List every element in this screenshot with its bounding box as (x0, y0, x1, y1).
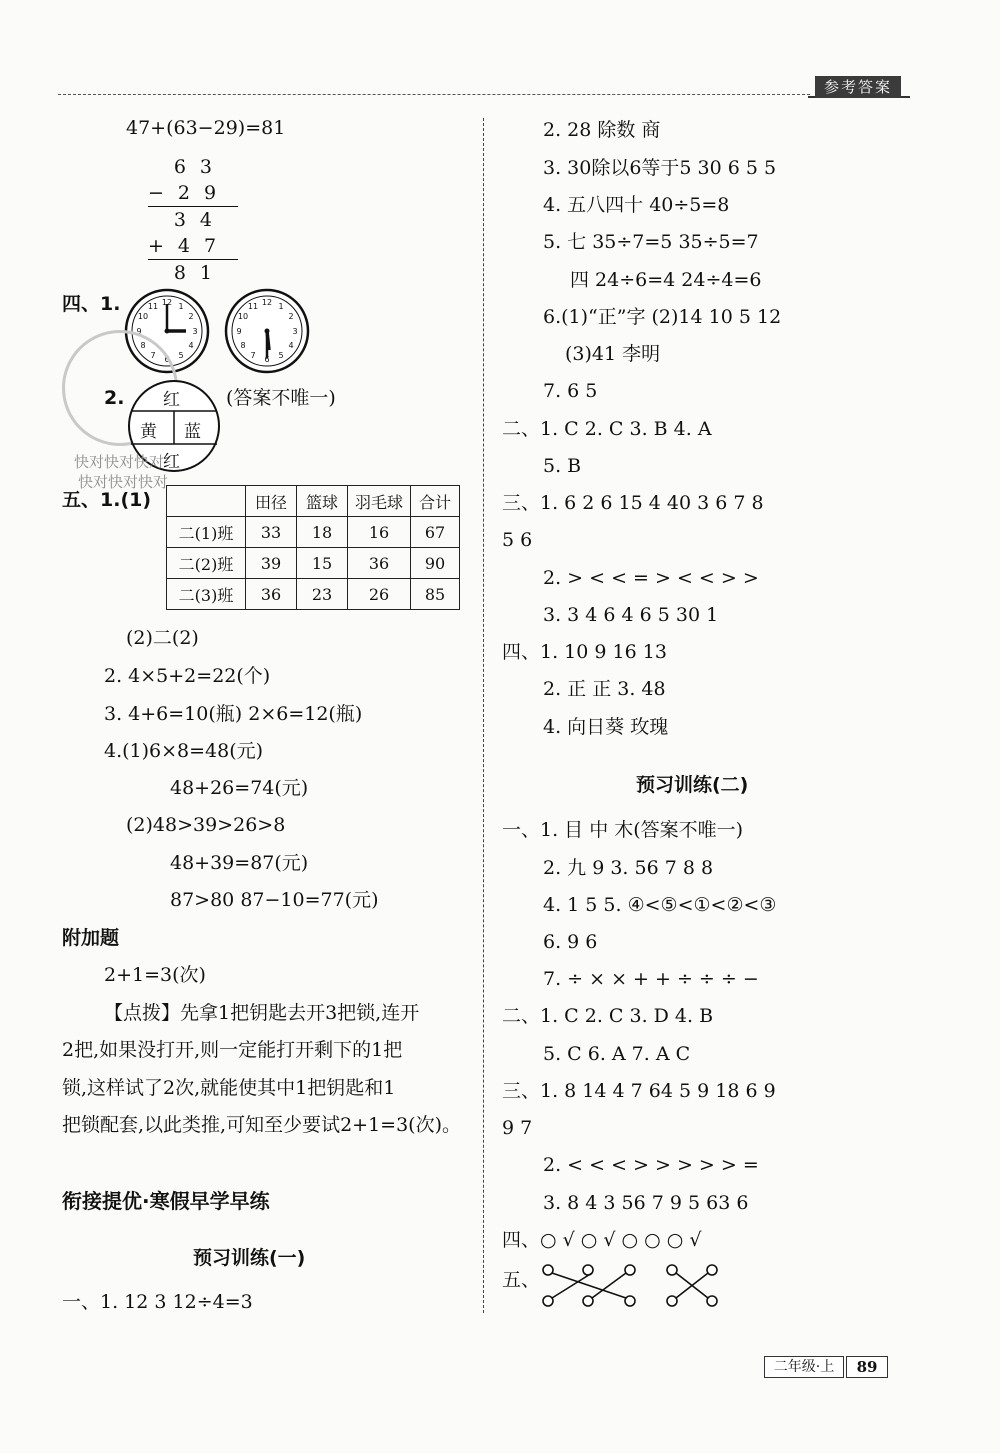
extra-question-equation: 2+1=3(次) (104, 964, 206, 986)
answer-line: 7. ÷ × × + + ÷ ÷ ÷ − (543, 968, 759, 990)
answer-line: 3. 3 4 6 4 6 5 30 1 (543, 604, 719, 626)
svg-text:8: 8 (240, 341, 246, 350)
svg-text:10: 10 (137, 312, 149, 321)
svg-text:11: 11 (247, 302, 259, 311)
svg-text:1: 1 (178, 302, 184, 311)
calc-row: −29 (148, 182, 231, 204)
table-cell: 16 (348, 517, 411, 548)
svg-text:7: 7 (250, 351, 256, 360)
answer-line: 7. 6 5 (543, 380, 598, 402)
pie-left-label: 黄 (140, 422, 157, 442)
answer-line: 4. 1 5 5. ④<⑤<①<②<③ (543, 894, 777, 916)
table-cell: 36 (246, 579, 297, 610)
table-cell: 二(3)班 (167, 579, 246, 610)
answer-line: 2. 正 正 3. 48 (543, 678, 666, 700)
answer-line: 一、1. 12 3 12÷4=3 (62, 1291, 253, 1313)
clock-half-past-six-icon (224, 288, 310, 374)
calc-row: +47 (148, 235, 231, 257)
svg-text:7: 7 (150, 351, 156, 360)
svg-text:9: 9 (236, 327, 242, 336)
answer-line: 四、○ √ ○ √ ○ ○ ○ √ (502, 1229, 702, 1251)
svg-text:1: 1 (278, 302, 284, 311)
watermark-text: 快对快对快对 (78, 473, 169, 491)
watermark-text: 快对快对快对 (74, 453, 165, 471)
svg-text:8: 8 (140, 341, 146, 350)
answer-line: 四、1. 10 9 16 13 (502, 641, 667, 663)
answer-line: 2. 4×5+2=22(个) (104, 665, 271, 687)
answer-line: 4.(1)6×8=48(元) (104, 740, 264, 762)
svg-text:12: 12 (261, 298, 273, 307)
answer-line: 2. 九 9 3. 56 7 8 8 (543, 857, 714, 879)
pie-right-label: 蓝 (184, 422, 201, 442)
table-cell: 85 (411, 579, 460, 610)
svg-text:3: 3 (192, 327, 198, 336)
answer-line: 4. 五八四十 40÷5=8 (543, 194, 730, 216)
table-header-cell (167, 486, 246, 517)
answer-line: (2)48>39>26>8 (126, 814, 286, 836)
answer-line: 一、1. 目 中 木(答案不唯一) (502, 819, 744, 841)
answer-line: 二、1. C 2. C 3. B 4. A (502, 418, 712, 440)
pie-top-label: 红 (163, 390, 180, 410)
table-cell: 23 (297, 579, 348, 610)
calc-row: 63 (173, 156, 226, 178)
table-cell: 二(2)班 (167, 548, 246, 579)
score-table (166, 485, 460, 610)
answer-line: (2)二(2) (126, 627, 199, 649)
answer-line: 48+26=74(元) (170, 777, 309, 799)
footer-tag (764, 1356, 904, 1378)
header-rule (58, 94, 810, 95)
answer-line: 6. 9 6 (543, 931, 598, 953)
table-row (167, 548, 460, 579)
table-cell: 39 (246, 548, 297, 579)
table-cell: 二(1)班 (167, 517, 246, 548)
svg-text:12: 12 (161, 298, 173, 307)
calc-row: 81 (148, 259, 238, 286)
table-cell: 33 (246, 517, 297, 548)
svg-text:9: 9 (136, 327, 142, 336)
equation-top: 47+(63−29)=81 (126, 117, 286, 139)
answer-line: 6.(1)“正”字 (2)14 10 5 12 (543, 306, 782, 328)
svg-text:4: 4 (188, 341, 194, 350)
answer-line: 48+39=87(元) (170, 852, 309, 874)
table-row (167, 517, 460, 548)
vertical-calculation (148, 154, 238, 286)
calc-row: 34 (148, 206, 238, 233)
svg-text:6: 6 (264, 355, 270, 364)
page-number: 89 (846, 1356, 888, 1378)
pie-bottom-label: 红 (163, 452, 180, 472)
table-cell: 36 (348, 548, 411, 579)
svg-text:3: 3 (292, 327, 298, 336)
svg-text:11: 11 (147, 302, 159, 311)
answer-line: 5. C 6. A 7. A C (543, 1043, 691, 1065)
svg-text:5: 5 (278, 351, 284, 360)
table-cell: 18 (297, 517, 348, 548)
section-title: 衔接提优·寒假早学早练 (62, 1189, 270, 1213)
table-cell: 90 (411, 548, 460, 579)
answer-line: 87>80 87−10=77(元) (170, 889, 379, 911)
hint-line: 【点拨】先拿1把钥匙去开3把锁,连开 (104, 1002, 420, 1024)
table-cell: 15 (297, 548, 348, 579)
answer-line: 4. 向日葵 玫瑰 (543, 716, 669, 738)
answer-line: 5. B (543, 455, 582, 477)
answer-line: 9 7 (502, 1117, 533, 1139)
table-cell: 67 (411, 517, 460, 548)
svg-text:6: 6 (164, 355, 170, 364)
hint-line: 2把,如果没打开,则一定能打开剩下的1把 (62, 1039, 403, 1061)
table-header-cell: 合计 (411, 486, 460, 517)
section-label: 参考答案 (815, 76, 901, 98)
answer-line: 3. 30除以6等于5 30 6 5 5 (543, 157, 777, 179)
answer-line: 二、1. C 2. C 3. D 4. B (502, 1005, 714, 1027)
answer-line: 三、1. 6 2 6 15 4 40 3 6 7 8 (502, 492, 764, 514)
table-row (167, 579, 460, 610)
answer-line: 2. > < < = > < < > > (543, 567, 759, 589)
answer-line: 2. 28 除数 商 (543, 119, 661, 141)
answer-line: 5. 七 35÷7=5 35÷5=7 (543, 231, 759, 253)
svg-text:2: 2 (288, 312, 294, 321)
svg-text:2: 2 (188, 312, 194, 321)
question-5-label: 五、1.(1) (62, 489, 152, 511)
answer-note: (答案不唯一) (226, 387, 336, 409)
extra-question-title: 附加题 (62, 927, 120, 949)
question-4-label: 四、1. (62, 293, 121, 315)
table-cell: 26 (348, 579, 411, 610)
table-header-row (167, 486, 460, 517)
svg-text:4: 4 (288, 341, 294, 350)
answer-line: (3)41 李明 (565, 343, 661, 365)
svg-text:10: 10 (237, 312, 249, 321)
column-divider (483, 118, 484, 1313)
table-header-cell: 羽毛球 (348, 486, 411, 517)
answer-line: 三、1. 8 14 4 7 64 5 9 18 6 9 (502, 1080, 776, 1102)
hint-line: 锁,这样试了2次,就能使其中1把钥匙和1 (62, 1077, 396, 1099)
answer-line: 3. 4+6=10(瓶) 2×6=12(瓶) (104, 703, 363, 725)
answer-line: 5 6 (502, 529, 533, 551)
table-header-cell: 田径 (246, 486, 297, 517)
table-header-cell: 篮球 (297, 486, 348, 517)
subsection-title: 预习训练(二) (636, 774, 749, 796)
svg-text:5: 5 (178, 351, 184, 360)
matching-lines-diagram (540, 1262, 720, 1310)
grade-label: 二年级·上 (764, 1356, 844, 1378)
question-4-2-label: 2. (104, 387, 125, 409)
question-5-label-right: 五、 (502, 1269, 541, 1291)
answer-line: 2. < < < > > > > > = (543, 1154, 759, 1176)
answer-line: 四 24÷6=4 24÷4=6 (570, 269, 762, 291)
subsection-title: 预习训练(一) (193, 1247, 306, 1269)
hint-line: 把锁配套,以此类推,可知至少要试2+1=3(次)。 (62, 1114, 462, 1136)
answer-line: 3. 8 4 3 56 7 9 5 63 6 (543, 1192, 749, 1214)
